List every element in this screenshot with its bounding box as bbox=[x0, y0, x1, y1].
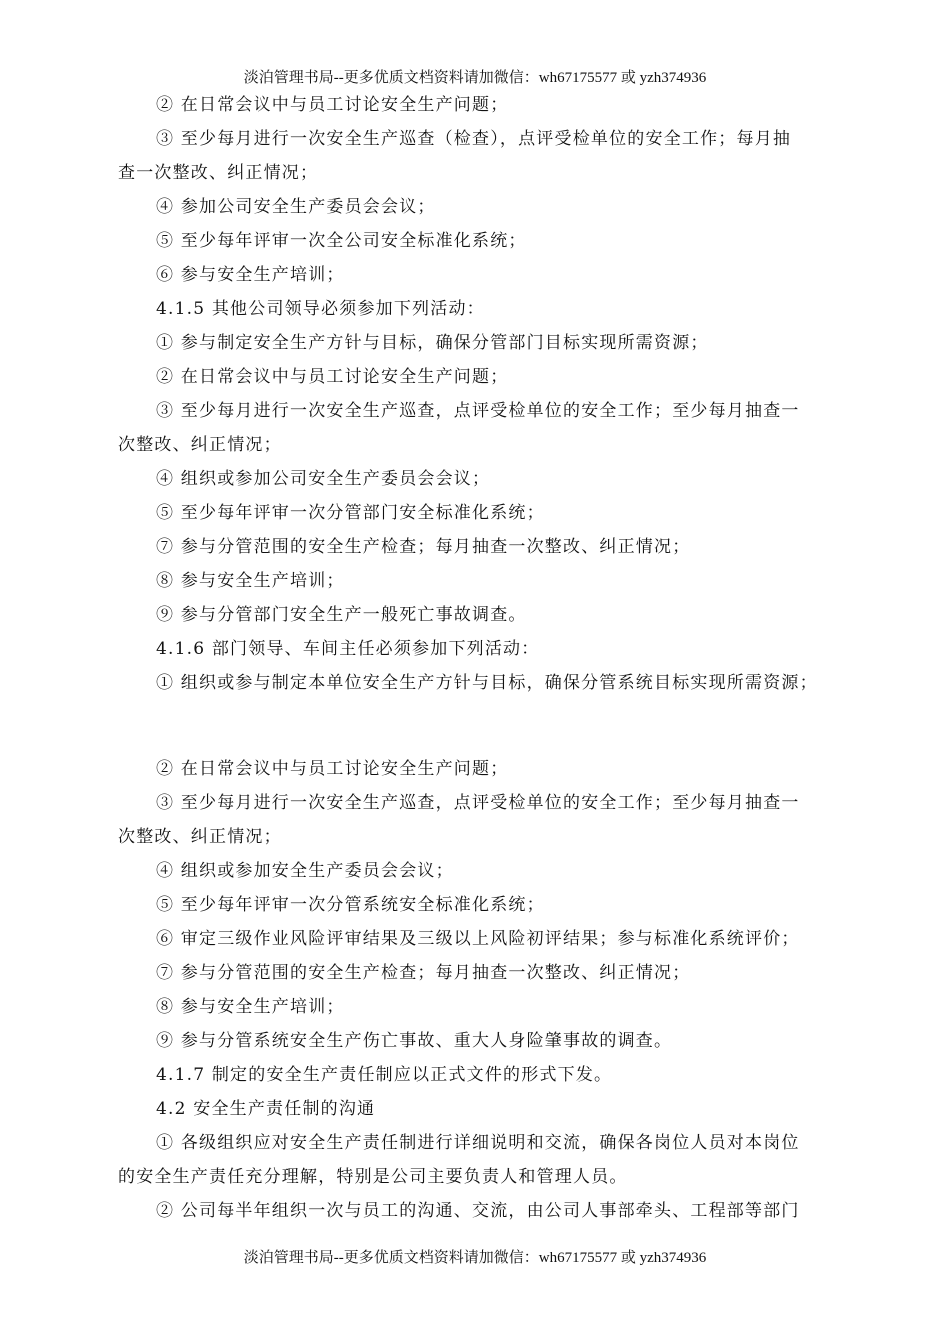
paragraph-line: ⑨ 参与分管部门安全生产一般死亡事故调查。 bbox=[156, 605, 527, 625]
paragraph-line: 次整改、纠正情况； bbox=[118, 827, 282, 847]
page-header: 淡泊管理书局--更多优质文档资料请加微信：wh67175577 或 yzh374936 bbox=[243, 70, 707, 86]
paragraph-line: 4.2 安全生产责任制的沟通 bbox=[156, 1099, 376, 1119]
paragraph-line: ⑦ 参与分管范围的安全生产检查；每月抽查一次整改、纠正情况； bbox=[156, 963, 691, 983]
paragraph-line: ⑧ 参与安全生产培训； bbox=[156, 997, 345, 1017]
paragraph-line: ⑤ 至少每年评审一次分管系统安全标准化系统； bbox=[156, 895, 545, 915]
paragraph-line: ④ 参加公司安全生产委员会会议； bbox=[156, 197, 436, 217]
paragraph-line: ③ 至少每月进行一次安全生产巡查，点评受检单位的安全工作；至少每月抽查一 bbox=[156, 793, 800, 813]
paragraph-line: ③ 至少每月进行一次安全生产巡查，点评受检单位的安全工作；至少每月抽查一 bbox=[156, 401, 800, 421]
paragraph-line: ⑥ 审定三级作业风险评审结果及三级以上风险初评结果；参与标准化系统评价； bbox=[156, 929, 800, 949]
paragraph-line: ① 组织或参与制定本单位安全生产方针与目标，确保分管系统目标实现所需资源； bbox=[156, 673, 818, 693]
paragraph-line: ① 参与制定安全生产方针与目标，确保分管部门目标实现所需资源； bbox=[156, 333, 709, 353]
paragraph-line: ③ 至少每月进行一次安全生产巡查（检查），点评受检单位的安全工作；每月抽 bbox=[156, 129, 792, 149]
paragraph-line: ② 公司每半年组织一次与员工的沟通、交流，由公司人事部牵头、工程部等部门 bbox=[156, 1201, 800, 1221]
paragraph-line: ② 在日常会议中与员工讨论安全生产问题； bbox=[156, 367, 509, 387]
paragraph-line: 的安全生产责任充分理解，特别是公司主要负责人和管理人员。 bbox=[118, 1167, 628, 1187]
page-footer: 淡泊管理书局--更多优质文档资料请加微信：wh67175577 或 yzh374936 bbox=[243, 1250, 707, 1266]
paragraph-line: ② 在日常会议中与员工讨论安全生产问题； bbox=[156, 95, 509, 115]
paragraph-line: ② 在日常会议中与员工讨论安全生产问题； bbox=[156, 759, 509, 779]
paragraph-line: 次整改、纠正情况； bbox=[118, 435, 282, 455]
paragraph-line: ④ 组织或参加安全生产委员会会议； bbox=[156, 861, 454, 881]
paragraph-line: ⑤ 至少每年评审一次全公司安全标准化系统； bbox=[156, 231, 527, 251]
paragraph-line: ⑨ 参与分管系统安全生产伤亡事故、重大人身险肇事故的调查。 bbox=[156, 1031, 673, 1051]
document-body bbox=[118, 88, 840, 1228]
paragraph-line: ④ 组织或参加公司安全生产委员会会议； bbox=[156, 469, 491, 489]
paragraph-line: 查一次整改、纠正情况； bbox=[118, 163, 319, 183]
paragraph-line: 4.1.7 制定的安全生产责任制应以正式文件的形式下发。 bbox=[156, 1065, 613, 1085]
paragraph-line: ⑧ 参与安全生产培训； bbox=[156, 571, 345, 591]
paragraph-line: ⑤ 至少每年评审一次分管部门安全标准化系统； bbox=[156, 503, 545, 523]
paragraph-line: ① 各级组织应对安全生产责任制进行详细说明和交流，确保各岗位人员对本岗位 bbox=[156, 1133, 800, 1153]
paragraph-line: ⑦ 参与分管范围的安全生产检查；每月抽查一次整改、纠正情况； bbox=[156, 537, 691, 557]
paragraph-line: 4.1.5 其他公司领导必须参加下列活动： bbox=[156, 299, 485, 319]
blank-line bbox=[118, 700, 840, 752]
paragraph-line: ⑥ 参与安全生产培训； bbox=[156, 265, 345, 285]
paragraph-line: 4.1.6 部门领导、车间主任必须参加下列活动： bbox=[156, 639, 540, 659]
